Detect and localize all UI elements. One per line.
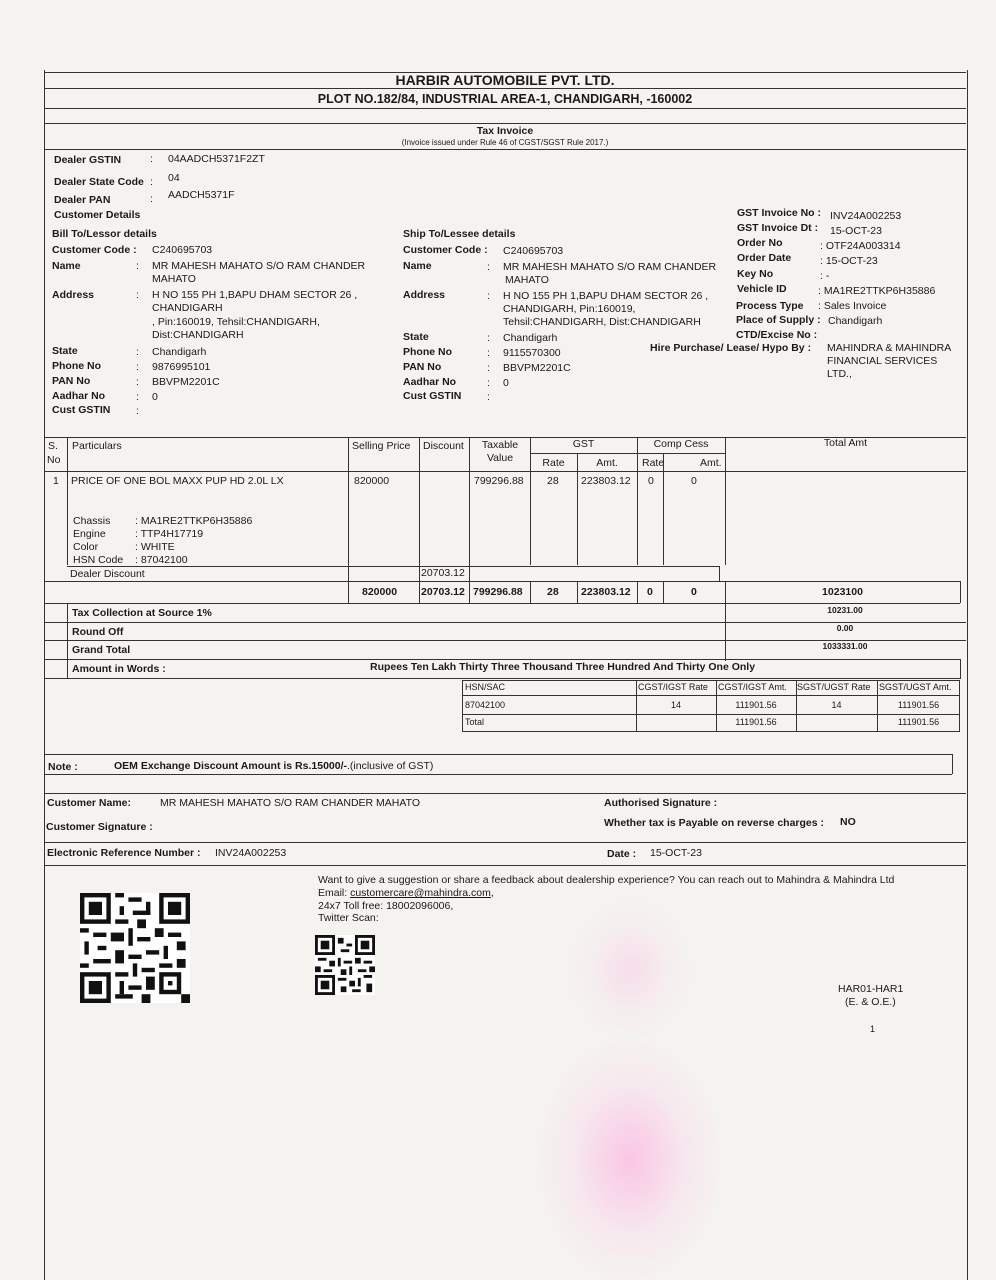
ship-address-3: Tehsil:CHANDIGARH, Dist:CHANDIGARH (503, 316, 701, 328)
rule (44, 754, 952, 755)
rule (530, 453, 725, 454)
bill-name-2: MAHATO (152, 273, 196, 285)
hsn-row-cgst-amt: 111901.56 (735, 700, 777, 710)
hsn-row-hsn: 87042100 (465, 700, 506, 710)
order-no: : OTF24A003314 (820, 240, 901, 252)
total-gst-amt: 223803.12 (581, 586, 631, 598)
ship-pan: BBVPM2201C (503, 362, 571, 374)
amount-words: Rupees Ten Lakh Thirty Three Thousand Three Hundred And Thirty One Only (370, 661, 756, 673)
item-gst-amt: 223803.12 (581, 475, 631, 487)
key-no: : - (820, 270, 830, 282)
doc-subtitle: (Invoice issued under Rule 46 of CGST/SGST Rule 2017.) (401, 138, 609, 147)
col-line (67, 603, 68, 661)
email-link[interactable]: customercare@mahindra.com (350, 887, 491, 899)
bill-name-label: Name (52, 260, 81, 272)
key-no-label: Key No (737, 268, 774, 280)
bill-phone-label: Phone No (52, 360, 101, 372)
item-cess-rate: 0 (648, 475, 654, 487)
colon: : (150, 176, 153, 188)
color-label: Color (73, 541, 99, 553)
col-line (637, 437, 638, 565)
colon: : (136, 405, 139, 417)
chassis-value: : MA1RE2TTKP6H35886 (135, 515, 253, 527)
pink-stain (570, 900, 690, 1040)
twitter-text: Twitter Scan: (318, 912, 379, 924)
col-line (577, 453, 578, 565)
rule (44, 603, 960, 604)
rule (44, 678, 960, 679)
company-address: PLOT NO.182/84, INDUSTRIAL AREA-1, CHANDIGARH, -160002 (317, 92, 693, 106)
vehicle-id-label: Vehicle ID (737, 283, 787, 295)
hsn-label: HSN Code (73, 554, 124, 566)
th-cess-amt: Amt. (700, 457, 722, 469)
th-discount: Discount (423, 440, 464, 452)
bill-address-4: Dist:CHANDIGARH (152, 329, 244, 341)
total-amount: 1023100 (822, 586, 863, 598)
pink-stain (540, 1040, 720, 1280)
th-particulars: Particulars (72, 440, 122, 452)
place-of-supply-label: Place of Supply : (736, 314, 821, 326)
page-number: 1 (870, 1024, 876, 1034)
col-line (348, 437, 349, 603)
hsn-row-cgst-rate: 14 (670, 700, 681, 710)
dealer-state-code-label: Dealer State Code (54, 176, 144, 188)
th-gst-amt: Amt. (596, 457, 618, 469)
hsn-th-cgst-amt: CGST/IGST Amt. (718, 682, 787, 692)
bill-address-label: Address (52, 289, 95, 301)
col-line (67, 437, 68, 565)
rule (44, 659, 960, 660)
col-line (952, 754, 953, 774)
reverse-charge-label: Whether tax is Payable on reverse charges : (604, 817, 825, 829)
feedback-text: Want to give a suggestion or share a feedback about dealership experience? You can reach out to Mahindra & Mahindra Ltd (318, 874, 895, 886)
ship-address-label: Address (403, 289, 446, 301)
colon: : (487, 362, 490, 374)
order-date: : 15-OCT-23 (820, 255, 878, 267)
ship-name-label: Name (403, 260, 432, 272)
rule (462, 714, 960, 715)
colon: : (487, 261, 490, 273)
dealer-discount: 20703.12 (421, 567, 465, 579)
rule (44, 581, 960, 582)
dealer-discount-label: Dealer Discount (70, 568, 145, 580)
rule (44, 108, 966, 109)
th-gst: GST (572, 438, 595, 450)
total-cess-rate: 0 (647, 586, 653, 598)
colon: : (487, 290, 490, 302)
colon: : (136, 289, 139, 301)
th-selling-price: Selling Price (352, 440, 411, 452)
rule (44, 865, 966, 866)
ship-state: Chandigarh (503, 332, 558, 344)
engine-value: : TTP4H17719 (135, 528, 204, 540)
ship-phone: 9115570300 (503, 347, 561, 359)
vehicle-id: : MA1RE2TTKP6H35886 (818, 285, 936, 297)
bill-code-label: Customer Code : (52, 244, 137, 256)
total-selling-price: 820000 (362, 586, 398, 598)
hsn-value: : 87042100 (135, 554, 188, 566)
hsn-th-hsn: HSN/SAC (465, 682, 506, 692)
dealer-code: HAR01-HAR1 (838, 983, 904, 995)
bill-name-1: MR MAHESH MAHATO S/O RAM CHANDER (152, 260, 366, 272)
bill-aadhar: 0 (152, 391, 158, 403)
bill-aadhar-label: Aadhar No (52, 390, 106, 402)
grand-total-label: Grand Total (72, 644, 131, 656)
bill-phone: 9876995101 (152, 361, 211, 373)
rule (44, 123, 966, 124)
colon: : (487, 377, 490, 389)
hsn-row-sgst-amt: 111901.56 (897, 700, 940, 710)
bill-state-label: State (52, 345, 78, 357)
rule (44, 471, 966, 472)
total-taxable: 799296.88 (473, 586, 523, 598)
item-gst-rate: 28 (547, 475, 559, 487)
dealer-gstin-label: Dealer GSTIN (54, 154, 122, 166)
bill-to-title: Bill To/Lessor details (52, 228, 157, 240)
reverse-charge-value: NO (840, 816, 856, 828)
col-line (663, 453, 664, 565)
th-sno-2: No (47, 454, 61, 466)
note-text: OEM Exchange Discount Amount is Rs.15000/-.(inclusive of GST) (114, 760, 434, 772)
process-type-label: Process Type (736, 300, 804, 312)
th-total-amt: Total Amt (823, 437, 868, 449)
col-line (960, 581, 961, 603)
th-taxable-2: Value (486, 452, 514, 464)
bill-pan-label: PAN No (52, 375, 91, 387)
inv-dt: 15-OCT-23 (830, 225, 882, 237)
ship-code-label: Customer Code : (403, 244, 488, 256)
ship-address-1: H NO 155 PH 1,BAPU DHAM SECTOR 26 , (503, 290, 709, 302)
customer-details-label: Customer Details (54, 209, 141, 221)
bill-state: Chandigarh (152, 346, 207, 358)
hsn-row-sgst-rate: 14 (831, 700, 842, 710)
doc-title: Tax Invoice (476, 125, 534, 137)
bill-pan: BBVPM2201C (152, 376, 220, 388)
colon: : (136, 260, 139, 272)
hypo-3: LTD., (827, 368, 852, 380)
colon: : (136, 346, 139, 358)
customer-signature-label: Customer Signature : (46, 821, 153, 833)
th-taxable-1: Taxable (481, 439, 519, 451)
process-type: : Sales Invoice (818, 300, 887, 312)
rule (44, 149, 966, 150)
col-line (67, 659, 68, 679)
hypo-2: FINANCIAL SERVICES (827, 355, 938, 367)
item-cess-amt: 0 (691, 475, 697, 487)
tcs-label: Tax Collection at Source 1% (72, 607, 212, 619)
colon: : (136, 391, 139, 403)
place-of-supply: Chandigarh (828, 315, 883, 327)
chassis-label: Chassis (73, 515, 111, 527)
total-gst-rate: 28 (547, 586, 559, 598)
dealer-pan: AADCH5371F (168, 189, 235, 201)
th-comp-cess: Comp Cess (653, 438, 709, 450)
hsn-total-sgst-amt: 111901.56 (897, 717, 940, 727)
col-line (637, 581, 638, 603)
ship-pan-label: PAN No (403, 361, 442, 373)
bill-address-3: , Pin:160019, Tehsil:CHANDIGARH, (152, 316, 320, 328)
eoe-text: (E. & O.E.) (845, 996, 896, 1008)
col-line (725, 437, 726, 565)
bill-gstin-label: Cust GSTIN (52, 404, 111, 416)
tcs-value: 10231.00 (827, 605, 863, 615)
grand-total-value: 1033331.00 (822, 641, 868, 651)
ship-name-2: MAHATO (505, 274, 549, 286)
date-value: 15-OCT-23 (650, 847, 702, 859)
th-gst-rate: Rate (542, 457, 565, 469)
note-label: Note : (48, 761, 78, 773)
color-value: : WHITE (135, 541, 175, 553)
ctd-label: CTD/Excise No : (736, 329, 818, 341)
item-taxable: 799296.88 (474, 475, 524, 487)
bill-address-1: H NO 155 PH 1,BAPU DHAM SECTOR 26 , (152, 289, 358, 301)
colon: : (136, 376, 139, 388)
colon: : (487, 391, 490, 403)
customer-name-label: Customer Name: (47, 797, 132, 809)
ship-state-label: State (403, 331, 429, 343)
item-particulars: PRICE OF ONE BOL MAXX PUP HD 2.0L LX (71, 475, 284, 487)
ship-code: C240695703 (503, 245, 564, 257)
total-discount: 20703.12 (421, 586, 465, 598)
twitter-qr-code (315, 935, 375, 995)
hsn-th-sgst-rate: SGST/UGST Rate (797, 682, 871, 692)
th-cess-rate: Rate (642, 457, 665, 469)
hsn-total-cgst-amt: 111901.56 (735, 717, 777, 727)
hsn-th-sgst-amt: SGST/UGST Amt. (879, 682, 952, 692)
ship-aadhar-label: Aadhar No (403, 376, 457, 388)
date-label: Date : (607, 848, 637, 860)
th-sno-1: S. (48, 440, 58, 452)
dealer-gstin: 04AADCH5371F2ZT (168, 153, 265, 165)
hsn-total-label: Total (465, 717, 485, 727)
eref-label: Electronic Reference Number : (47, 847, 201, 859)
ship-phone-label: Phone No (403, 346, 452, 358)
engine-label: Engine (73, 528, 106, 540)
rule (67, 566, 719, 567)
dealer-state-code: 04 (168, 172, 180, 184)
colon: : (150, 153, 153, 165)
rule (44, 842, 966, 843)
total-cess-amt: 0 (691, 586, 697, 598)
inv-dt-label: GST Invoice Dt : (737, 222, 819, 234)
col-line (530, 581, 531, 603)
colon: : (487, 332, 490, 344)
authorised-signature-label: Authorised Signature : (604, 797, 718, 809)
rule (44, 88, 966, 89)
hsn-th-cgst-rate: CGST/IGST Rate (638, 682, 708, 692)
rule (44, 793, 966, 794)
col-line (719, 566, 720, 581)
bill-address-2: CHANDIGARH (152, 302, 223, 314)
item-sno: 1 (53, 475, 59, 487)
amount-words-label: Amount in Words : (72, 663, 166, 675)
rule (44, 774, 952, 775)
inv-no: INV24A002253 (830, 210, 902, 222)
hypo-label: Hire Purchase/ Lease/ Hypo By : (650, 342, 812, 354)
ship-to-title: Ship To/Lessee details (403, 228, 516, 240)
ship-aadhar: 0 (503, 377, 509, 389)
col-line (663, 581, 664, 603)
colon: : (136, 361, 139, 373)
dealer-pan-label: Dealer PAN (54, 194, 111, 206)
order-no-label: Order No (737, 237, 783, 249)
bill-code: C240695703 (152, 244, 213, 256)
email-line: Email: customercare@mahindra.com, (318, 887, 494, 899)
rule (462, 695, 960, 696)
col-line (960, 659, 961, 679)
col-line (419, 437, 420, 603)
ship-address-2: CHANDIGARH, Pin:160019, (503, 303, 636, 315)
colon: : (487, 347, 490, 359)
hypo-1: MAHINDRA & MAHINDRA (827, 342, 952, 354)
tollfree-text: 24x7 Toll free: 18002096006, (318, 900, 454, 912)
colon: : (150, 193, 153, 205)
customer-name: MR MAHESH MAHATO S/O RAM CHANDER MAHATO (160, 797, 420, 809)
item-selling-price: 820000 (354, 475, 390, 487)
company-name: HARBIR AUTOMOBILE PVT. LTD. (395, 72, 615, 88)
round-off-value: 0.00 (836, 623, 854, 633)
ship-name-1: MR MAHESH MAHATO S/O RAM CHANDER (503, 261, 717, 273)
round-off-label: Round Off (72, 626, 124, 638)
eref-value: INV24A002253 (215, 847, 287, 859)
order-date-label: Order Date (737, 252, 792, 264)
ship-gstin-label: Cust GSTIN (403, 390, 462, 402)
invoice-qr-code (80, 893, 190, 1003)
inv-no-label: GST Invoice No : (737, 207, 822, 219)
col-line (577, 581, 578, 603)
